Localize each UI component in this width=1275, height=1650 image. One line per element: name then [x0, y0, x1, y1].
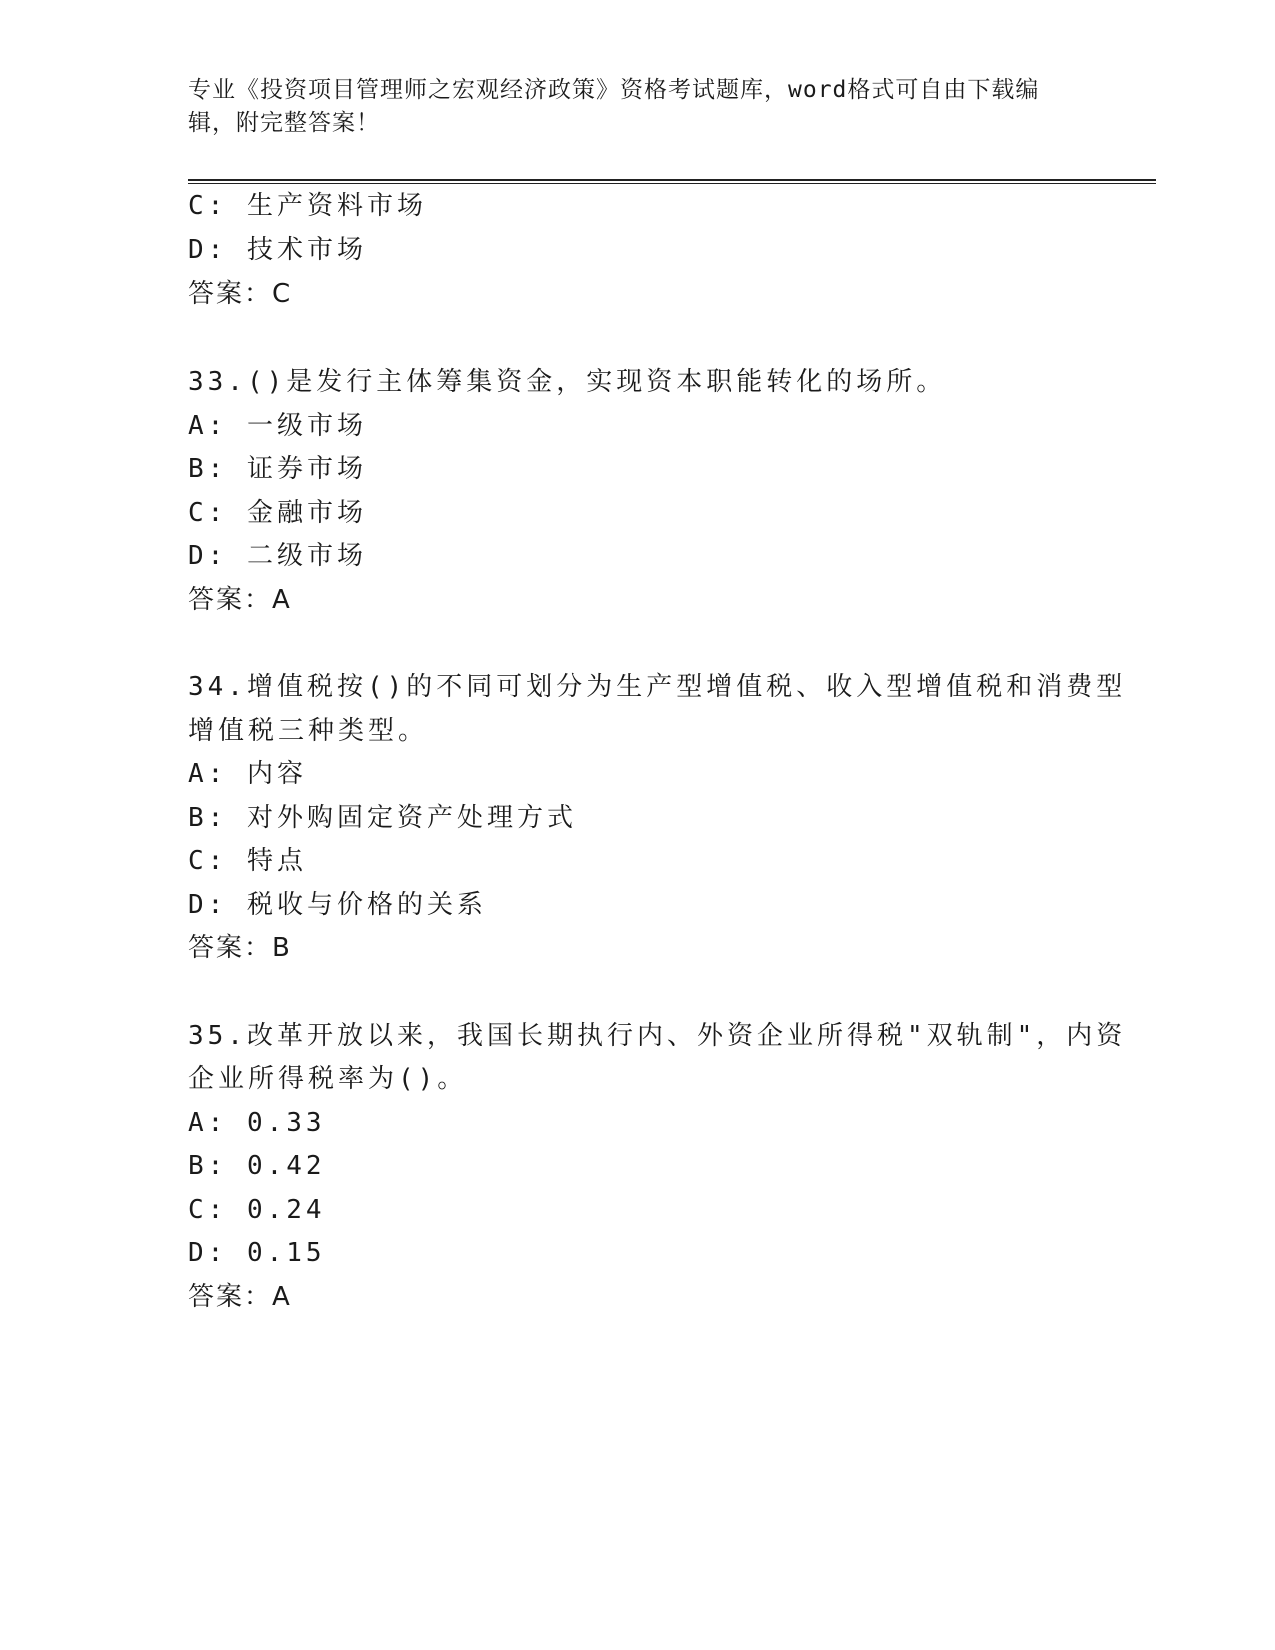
question-34-option-a: A: 内容: [188, 759, 307, 789]
question-33-option-d: D: 二级市场: [188, 541, 367, 571]
question-35-option-c: C: 0.24: [188, 1195, 326, 1225]
question-35-option-d: D: 0.15: [188, 1238, 326, 1268]
question-35-option-b: B: 0.42: [188, 1151, 326, 1181]
prev-answer: 答案：C: [188, 279, 293, 309]
header-divider: [188, 179, 1156, 184]
page-header: [188, 74, 1088, 140]
question-33-option-a: A: 一级市场: [188, 411, 367, 441]
question-33-option-c: C: 金融市场: [188, 498, 367, 528]
question-34-stem-line-2: 增值税三种类型。: [188, 716, 429, 746]
header-line-1: 专业《投资项目管理师之宏观经济政策》资格考试题库，word格式可自由下载编: [188, 77, 1040, 103]
prev-option-d: D: 技术市场: [188, 235, 367, 265]
question-35-stem-line-1: 35.改革开放以来，我国长期执行内、外资企业所得税"双轨制"，内资: [188, 1021, 1127, 1051]
question-34-stem-line-1: 34.增值税按()的不同可划分为生产型增值税、收入型增值税和消费型: [188, 672, 1127, 702]
question-35-stem-line-2: 企业所得税率为()。: [188, 1064, 468, 1094]
question-33-answer: 答案：A: [188, 585, 292, 615]
question-34-option-d: D: 税收与价格的关系: [188, 890, 487, 920]
question-34-option-b: B: 对外购固定资产处理方式: [188, 803, 577, 833]
question-34-answer: 答案：B: [188, 933, 292, 963]
question-35-answer: 答案：A: [188, 1282, 292, 1312]
header-line-2: 辑，附完整答案！: [188, 110, 380, 136]
question-35-option-a: A: 0.33: [188, 1108, 326, 1138]
question-34-option-c: C: 特点: [188, 846, 307, 876]
question-33-option-b: B: 证券市场: [188, 454, 367, 484]
question-33-stem: 33.()是发行主体筹集资金，实现资本职能转化的场所。: [188, 367, 947, 397]
prev-option-c: C: 生产资料市场: [188, 191, 427, 221]
